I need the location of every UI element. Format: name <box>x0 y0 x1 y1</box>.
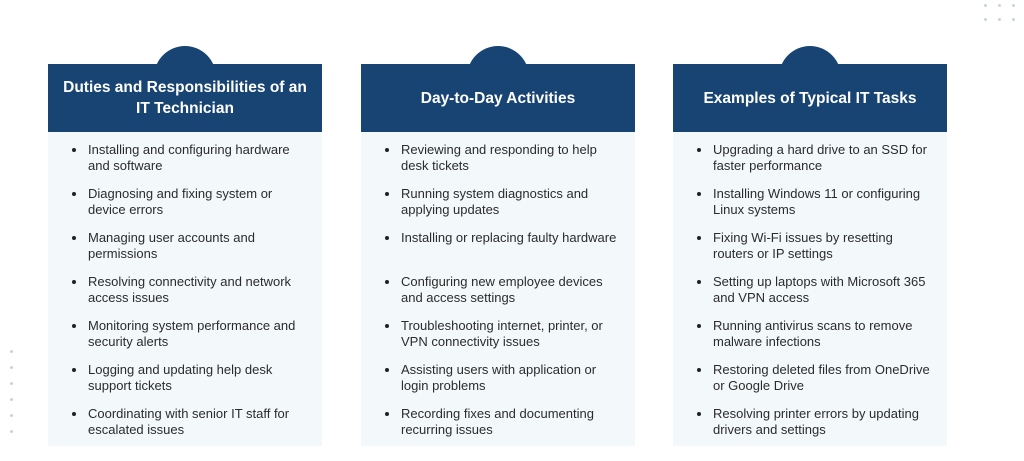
card-daily-activities <box>361 46 635 446</box>
list-item-text: Restoring deleted files from OneDrive or Google Drive <box>713 362 930 393</box>
bullet-icon <box>72 236 76 240</box>
bullet-icon <box>385 192 389 196</box>
list-item <box>697 362 931 406</box>
decorative-dots-top-right <box>984 4 1020 24</box>
card-body <box>673 132 947 446</box>
bullet-icon <box>385 280 389 284</box>
bullet-icon <box>72 148 76 152</box>
bullet-icon <box>385 368 389 372</box>
bullet-icon <box>385 324 389 328</box>
list-item-text: Resolving connectivity and network access issues <box>88 274 292 305</box>
list-item-text: Installing or replacing faulty hardware <box>401 230 617 245</box>
list-item-text: Logging and updating help desk support tickets <box>88 362 273 393</box>
card-typical-tasks <box>673 46 947 446</box>
list-item-text: Monitoring system performance and security alerts <box>88 318 296 349</box>
list-item <box>697 142 931 186</box>
list-item <box>72 274 306 318</box>
list-item-text: Managing user accounts and permissions <box>88 230 255 261</box>
card-title: Day-to-Day Activities <box>361 64 635 132</box>
list-item <box>72 318 306 362</box>
bullet-icon <box>697 324 701 328</box>
bullet-icon <box>697 148 701 152</box>
list-item <box>697 318 931 362</box>
card-title: Examples of Typical IT Tasks <box>673 64 947 132</box>
card-body <box>48 132 322 446</box>
card-title: Duties and Responsibilities of an IT Technician <box>48 64 322 132</box>
list-item <box>72 230 306 274</box>
task-list <box>697 142 931 450</box>
list-item-text: Installing Windows 11 or configuring Linux systems <box>713 186 921 217</box>
list-item-text: Running system diagnostics and applying updates <box>401 186 589 217</box>
bullet-icon <box>697 280 701 284</box>
card-duties <box>48 46 322 446</box>
list-item-text: Diagnosing and fixing system or device errors <box>88 186 273 217</box>
bullet-icon <box>72 324 76 328</box>
bullet-icon <box>385 412 389 416</box>
list-item <box>697 274 931 318</box>
list-item-text: Reviewing and responding to help desk tickets <box>401 142 597 173</box>
bullet-icon <box>72 368 76 372</box>
bullet-icon <box>697 192 701 196</box>
list-item <box>72 186 306 230</box>
list-item <box>72 362 306 406</box>
bullet-icon <box>385 236 389 240</box>
bullet-icon <box>697 236 701 240</box>
bullet-icon <box>697 412 701 416</box>
list-item-text: Assisting users with application or login problems <box>401 362 597 393</box>
task-list <box>385 142 619 450</box>
list-item <box>385 142 619 186</box>
decorative-dots-left <box>10 350 16 450</box>
list-item-text: Installing and configuring hardware and software <box>88 142 290 173</box>
list-item-text: Coordinating with senior IT staff for escalated issues <box>88 406 290 437</box>
list-item-text: Troubleshooting internet, printer, or VPN connectivity issues <box>401 318 603 349</box>
bullet-icon <box>72 412 76 416</box>
list-item-text: Running antivirus scans to remove malware infections <box>713 318 913 349</box>
bullet-icon <box>385 148 389 152</box>
list-item <box>385 230 619 274</box>
list-item-text: Resolving printer errors by updating drivers and settings <box>713 406 919 437</box>
list-item <box>72 406 306 450</box>
list-item <box>385 406 619 450</box>
list-item <box>697 230 931 274</box>
list-item-text: Upgrading a hard drive to an SSD for faster performance <box>713 142 927 173</box>
bullet-icon <box>72 192 76 196</box>
list-item-text: Configuring new employee devices and access settings <box>401 274 603 305</box>
list-item <box>385 274 619 318</box>
list-item <box>697 186 931 230</box>
list-item <box>385 318 619 362</box>
list-item <box>385 186 619 230</box>
bullet-icon <box>697 368 701 372</box>
card-body <box>361 132 635 446</box>
list-item <box>72 142 306 186</box>
list-item-text: Recording fixes and documenting recurring issues <box>401 406 594 437</box>
list-item-text: Setting up laptops with Microsoft 365 and VPN access <box>713 274 926 305</box>
task-list <box>72 142 306 450</box>
list-item <box>697 406 931 450</box>
list-item-text: Fixing Wi-Fi issues by resetting routers or IP settings <box>713 230 893 261</box>
bullet-icon <box>72 280 76 284</box>
list-item <box>385 362 619 406</box>
